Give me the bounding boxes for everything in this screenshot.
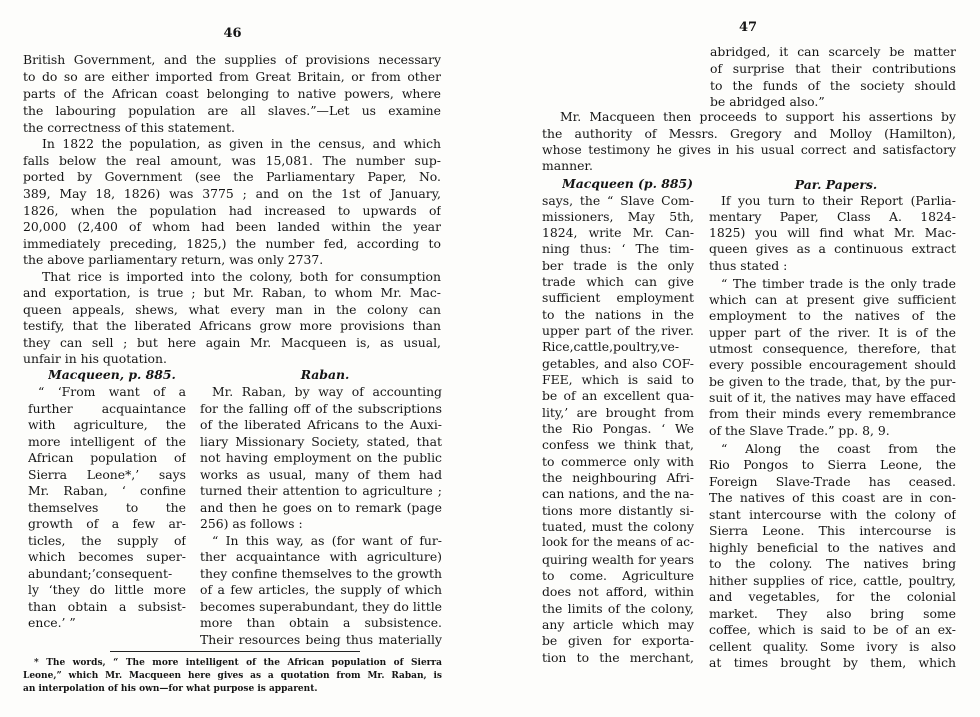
text-line: to come. Agriculture [542,568,694,583]
text-line: Sierra Leone. This intercourse is [709,523,956,538]
text-line: 389, May 18, 1826) was 3775 ; and on the 1st of January, [23,186,441,201]
text-line: be abridged also.” [710,94,825,109]
text-line: and vegetables, for the colonial [709,589,956,604]
footnote-line: * The words, “ The more intelligent of the African population of Sierra [34,658,442,668]
text-line: they confine themselves to the growth [200,566,442,581]
text-line: highly beneficial to the natives and [709,540,956,555]
text-line: Rio Pongos to Sierra Leone, the [709,457,956,472]
text-line: the limits of the colony, [542,601,694,616]
text-line: cellent quality. Some ivory is also [709,639,956,654]
text-line: look for the means of ac- [542,535,694,549]
text-line: they can sell ; but here again Mr. Macqueen is, as usual, [23,335,441,350]
text-line: Rice,cattle,poultry,ve- [542,339,680,354]
text-line: Mr. Macqueen then proceeds to support his assertions by [560,109,956,124]
text-line: “ The timber trade is the only trade [721,276,956,291]
text-line: themselves to the [28,500,186,515]
text-line: testify, that the liberated Africans grow more provisions than [23,318,441,333]
text-line: be given to the trade, that, by the pur- [709,374,956,389]
text-line: ence.’ ” [28,615,76,630]
column-heading: Macqueen, p. 885. [48,367,176,382]
text-line: of the liberated Africans to the Auxi- [200,417,442,432]
text-line: does not afford, within [542,584,694,599]
text-line: to the nations in the [542,307,694,322]
text-line: the above parliamentary return, was only 2737. [23,252,324,267]
text-line: abundant;’consequent- [28,566,173,581]
text-line: whose testimony he gives in his usual correct and satisfactory [542,142,956,157]
text-line: ning thus: ‘ The tim- [542,241,694,256]
text-line: 20,000 (2,400 of whom had been landed within the year [23,219,441,234]
text-line: market. They also bring some [709,606,956,621]
text-line: for the falling off of the subscriptions [200,401,442,416]
text-line: turned their attention to agriculture ; [200,483,442,498]
text-line: ticles, the supply of [28,533,186,548]
text-line: upper part of the river. It is of the [709,325,956,340]
page-number: 46 [223,26,242,41]
text-line: If you turn to their Report (Parlia- [721,193,956,208]
text-line: at times brought by them, which [709,655,956,670]
column-heading: Raban. [300,367,350,382]
text-line: ber trade is the only [542,258,694,273]
text-line: Sierra Leone*,’ says [28,467,186,482]
text-line: stant intercourse with the colony of [709,507,956,522]
text-line: upper part of the river. [542,323,694,338]
text-line: says, the “ Slave Com- [542,193,694,208]
text-line: Mr. Raban, by way of accounting [212,384,442,399]
text-line: liary Missionary Society, stated, that [200,434,442,449]
right-page [538,0,958,717]
text-line: employment to the natives of the [709,308,956,323]
text-line: hither supplies of rice, cattle, poultry, [709,573,956,588]
text-line: 256) as follows : [200,516,303,531]
left-page [20,0,445,717]
text-line: parts of the African coast belonging to native powers, where [23,86,441,101]
text-line: more than obtain a subsistence. [200,615,442,630]
text-line: becomes superabundant, they do little [200,599,442,614]
text-line: than obtain a subsist- [28,599,186,614]
text-line: “ ‘From want of a [38,384,186,399]
text-line: getables, and also COF- [542,356,694,371]
text-line: the neighbouring Afri- [542,470,694,485]
text-line: mentary Paper, Class A. 1824- [709,209,956,224]
text-line: be of an excellent qua- [542,388,694,403]
text-line: 1824, write Mr. Can- [542,225,694,240]
text-line: can nations, and the na- [542,486,694,501]
text-line: “ Along the coast from the [721,441,956,456]
text-line: which becomes super- [28,549,186,564]
text-line: to do so are either imported from Great Britain, or from other [23,69,441,84]
text-line: tuated, must the colony [542,519,694,534]
text-line: further acquaintance [28,401,186,416]
text-line: ported by Government (see the Parliamentary Paper, No. [23,169,441,184]
text-line: thus stated : [709,258,788,273]
footnote-line: Leone,” which Mr. Macqueen here gives as a quotation from Mr. Raban, is [23,671,442,681]
text-line: confess we think that, [542,437,694,452]
text-line: queen appeals, shews, what every man in the colony can [23,302,441,317]
text-line: utmost consequence, therefore, that [709,341,956,356]
text-line: of the Slave Trade.” pp. 8, 9. [709,423,890,438]
text-line: more intelligent of the [28,434,186,449]
text-line: to the funds of the society should [710,78,956,93]
text-line: ther acquaintance with agriculture) [200,549,442,564]
text-line: every possible encouragement should [709,357,956,372]
text-line: sufficient employment [542,290,694,305]
text-line: of a few articles, the supply of which [200,582,442,597]
text-line: not having employment on the public [200,450,442,465]
text-line: from their minds every remembrance [709,406,956,421]
text-line: any article which may [542,617,694,632]
text-line: queen gives as a continuous extract [709,241,956,256]
text-line: which can at present give sufficient [709,292,956,307]
text-line: 1826, when the population had increased to upwards of [23,203,441,218]
text-line: be given for exporta- [542,633,694,648]
text-line: the authority of Messrs. Gregory and Molloy (Hamilton), [542,126,956,141]
text-line: and exportation, is true ; but Mr. Raban, to whom Mr. Mac- [23,285,441,300]
text-line: FEE, which is said to [542,372,694,387]
text-line: Their resources being thus materially [200,632,442,647]
text-line: tion to the merchant, [542,650,694,665]
text-line: immediately preceding, 1825,) the number fed, according to [23,236,441,251]
text-line: the Rio Pongas. ‘ We [542,421,694,436]
text-line: works as usual, many of them had [200,467,442,482]
column-heading: Par. Papers. [794,177,878,192]
page-number: 47 [738,20,758,35]
text-line: Foreign Slave-Trade has ceased. [709,474,956,489]
text-line: to the colony. The natives bring [709,556,956,571]
text-line: African population of [28,450,186,465]
text-line: with agriculture, the [28,417,186,432]
text-line: tions more distantly si- [542,503,694,518]
text-line: coffee, which is said to be of an ex- [709,622,956,637]
text-line: of surprise that their contributions [710,61,956,76]
text-line: The natives of this coast are in con- [709,490,956,505]
text-line: In 1822 the population, as given in the census, and which [42,136,441,151]
text-line: Mr. Raban, ‘ confine [28,483,186,498]
text-line: manner. [542,158,593,173]
text-line: trade which can give [542,274,694,289]
footnote-line: an interpolation of his own—for what purpose is apparent. [23,684,318,694]
text-line: lity,’ are brought from [542,405,694,420]
text-line: falls below the real amount, was 15,081. The number sup- [23,153,441,168]
text-line: unfair in his quotation. [23,351,167,366]
text-line: suit of it, the natives may have effaced [709,390,956,405]
text-line: growth of a few ar- [28,516,186,531]
text-line: the correctness of this statement. [23,120,235,135]
text-line: ly ‘they do little more [28,582,186,597]
text-line: That rice is imported into the colony, both for consumption [42,269,441,284]
text-line: “ In this way, as (for want of fur- [212,533,442,548]
text-line: 1825) you will find what Mr. Mac- [709,225,956,240]
footnote-divider [110,651,360,652]
text-line: and then he goes on to remark (page [200,500,442,515]
text-line: missioners, May 5th, [542,209,694,224]
text-line: British Government, and the supplies of provisions necessary [23,52,441,67]
text-line: the labouring population are all slaves.”—Let us examine [23,103,441,118]
text-line: quiring wealth for years [542,552,694,567]
column-heading: Macqueen (p. 885) [562,176,693,191]
text-line: to commerce only with [542,454,694,469]
text-line: abridged, it can scarcely be matter [710,44,956,59]
